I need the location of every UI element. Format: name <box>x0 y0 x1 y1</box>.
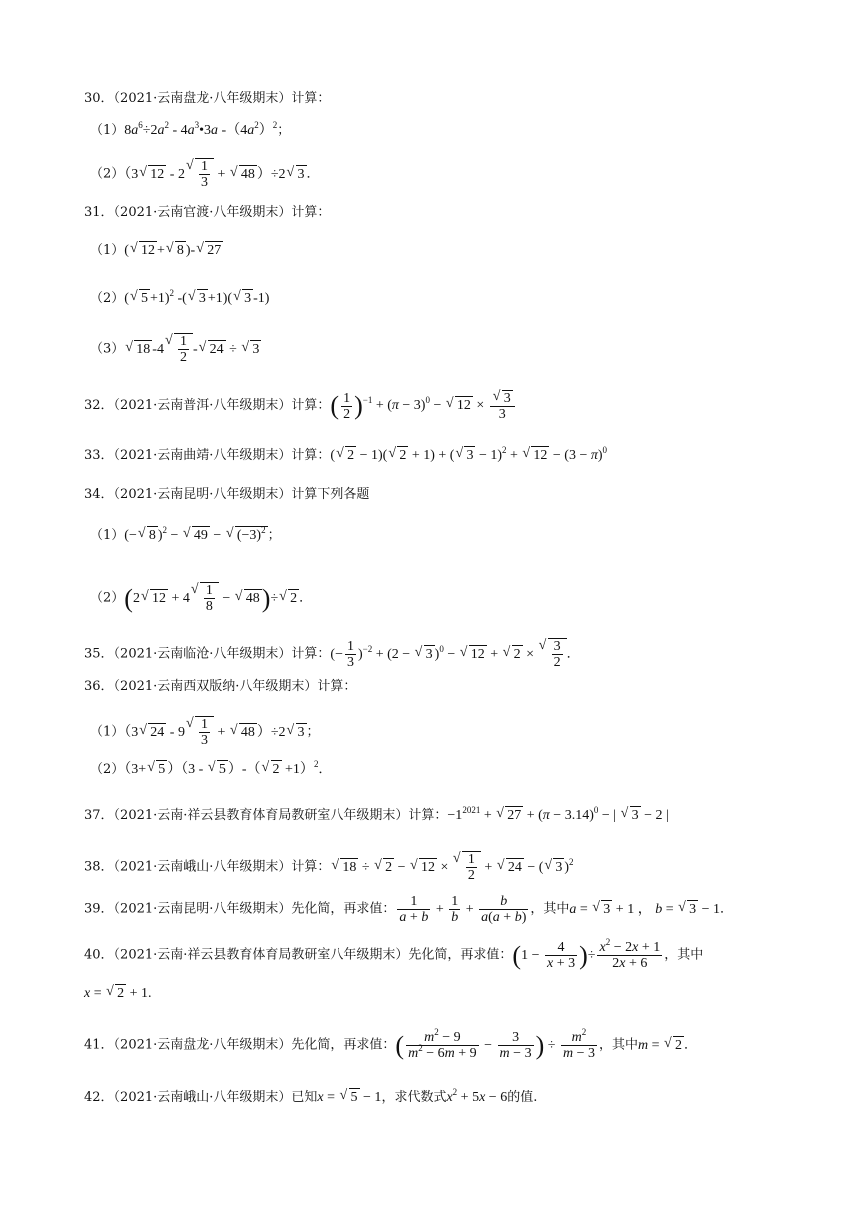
problem-31-part1: （1）(√ 12 +√ 8 )-√ 27 <box>90 241 223 260</box>
problem-38-header: 38．（2021·云南峨山·八年级期末）计算： <box>84 859 331 875</box>
problem-35: 35．（2021·云南临沧·八年级期末）计算：(− $\frac{1}{3}$ )$^{-2}$ + (2 − √ 3 )$^0$ − √ 12 + √ 2 × √ $\frac{3}{2}$ ． <box>84 638 580 670</box>
problem-39: 39．（2021·云南昆明·八年级期末）先化简，再求值： $\frac{1}{a + b}$ + $\frac{1}{b}$ + $\frac{b}{a(a + b)}$ ，其中a = √ 3 + 1 ， b = √ 3 − 1． <box>84 894 733 925</box>
problem-41-header: 41．（2021·云南盘龙·八年级期末）先化简，再求值： <box>84 1037 396 1053</box>
problem-36-part1: （1）（3√ 24 ‐ 9 √ $\frac{1}{3}$ + √ 48 ）÷2√ 3 ； <box>90 716 320 748</box>
problem-36-part2: （2）（3+√ 5 ）（3 ‐ √ 5 ）‐（√ 2 +1）$^2$． <box>90 760 331 779</box>
part-label: （2） <box>90 291 125 306</box>
problem-31-header: 31．（2021·云南官渡·八年级期末）计算： <box>84 205 331 220</box>
problem-37: 37．（2021·云南·祥云县教育体育局教研室八年级期末）计算：$-1^{2021}$ + √ $27 + (\pi - 3.14)^0$ − | √ 3 − 2 | <box>84 806 669 825</box>
problem-40-cont: x = √ 2 + 1. <box>84 984 152 1003</box>
problem-30-part2: （2）（3√ 12 ‐ 2 √ $\frac{1}{3}$ + √ 48 ）÷2√ 3 ． <box>90 158 320 190</box>
problem-35-header: 35．（2021·云南临沧·八年级期末）计算： <box>84 646 331 662</box>
problem-40: 40．（2021·云南·祥云县教育体育局教研室八年级期末）先化简，再求值：(1 − $\frac{4}{x + 3}$ )÷ $\frac{x^2 - 2x + 1}{2x + 6}$ ，其中 <box>84 937 704 971</box>
problem-31-part3: （3）√ 18 -4 √ $\frac{1}{2}$ -√ 24 ÷ √ 3 <box>90 333 261 365</box>
problem-33: 33．（2021·云南曲靖·八年级期末）计算：(√ 2 − 1)(√ 2 + 1) + (√ 3 − 1)$^2$ + √ $12 - (3 - \pi)^0$ <box>84 446 607 465</box>
part-label: （3） <box>90 341 125 357</box>
problem-39-header: 39．（2021·云南昆明·八年级期末）先化简，再求值： <box>84 901 396 917</box>
part-label: （1） <box>90 243 125 258</box>
part-label: （1） <box>90 123 125 138</box>
problem-41: 41．（2021·云南盘龙·八年级期末）先化简，再求值：( $\frac{m^2 - 9}{m^2 - 6m + 9}$ − $\frac{3}{m - 3}$ ) ÷ $\frac{m^2}{m - 3}$ ，其中m = √ 2 ． <box>84 1030 697 1061</box>
part-label: （2） <box>90 166 125 182</box>
problem-32: 32．（2021·云南普洱·八年级期末）计算：( $\frac{1}{2}$ )$^{-1} + (\pi - 3)^0$ − √ 12 × √ $\frac{3}{3}$ <box>84 390 517 422</box>
part-label: （2） <box>90 762 125 777</box>
problem-30-header: 30．（2021·云南盘龙·八年级期末）计算： <box>84 91 331 106</box>
problem-36-header: 36．（2021·云南西双版纳·八年级期末）计算： <box>84 679 357 694</box>
problem-42-header: 42．（2021·云南峨山·八年级期末）已知 <box>84 1090 318 1105</box>
problem-40-header: 40．（2021·云南·祥云县教育体育局教研室八年级期末）先化简，再求值： <box>84 947 513 963</box>
problem-30-part1: $(1)8a^6\div 2a^2$ ‐ $4a^3•3a$ $‐(4a^2)^2$； <box>90 120 291 138</box>
problem-37-header: 37．（2021·云南·祥云县教育体育局教研室八年级期末）计算： <box>84 808 448 823</box>
problem-38: 38．（2021·云南峨山·八年级期末）计算：√ 18 ÷ √ 2 − √ 12 × √ $\frac{1}{2}$ + √ 24 − (√ 3 )$^2$ <box>84 851 574 883</box>
problem-34-part1: （1）(−√ 8 )$^2$ − √ 49 − √ $(-3)^2$ ； <box>90 526 281 545</box>
problem-33-header: 33．（2021·云南曲靖·八年级期末）计算： <box>84 448 331 463</box>
part-label: （1） <box>90 528 125 543</box>
problem-34-header: 34．（2021·云南昆明·八年级期末）计算下列各题 <box>84 487 370 502</box>
problem-34-part2: （2）(2√ 12 + 4 √ $\frac{1}{8}$ − √ 48)÷√ 2 ． <box>90 582 312 614</box>
problem-42: 42．（2021·云南峨山·八年级期末）已知x = √ 5 − 1，求代数式$x^2 + 5x - 6$的值. <box>84 1088 537 1107</box>
part-label: （1） <box>90 724 125 740</box>
problem-32-header: 32．（2021·云南普洱·八年级期末）计算： <box>84 398 331 414</box>
part-label: （2） <box>90 590 125 606</box>
problem-31-part2: （2）(√ 5 +1)$^2$ -(√ 3 +1)(√ 3 -1) <box>90 289 269 308</box>
